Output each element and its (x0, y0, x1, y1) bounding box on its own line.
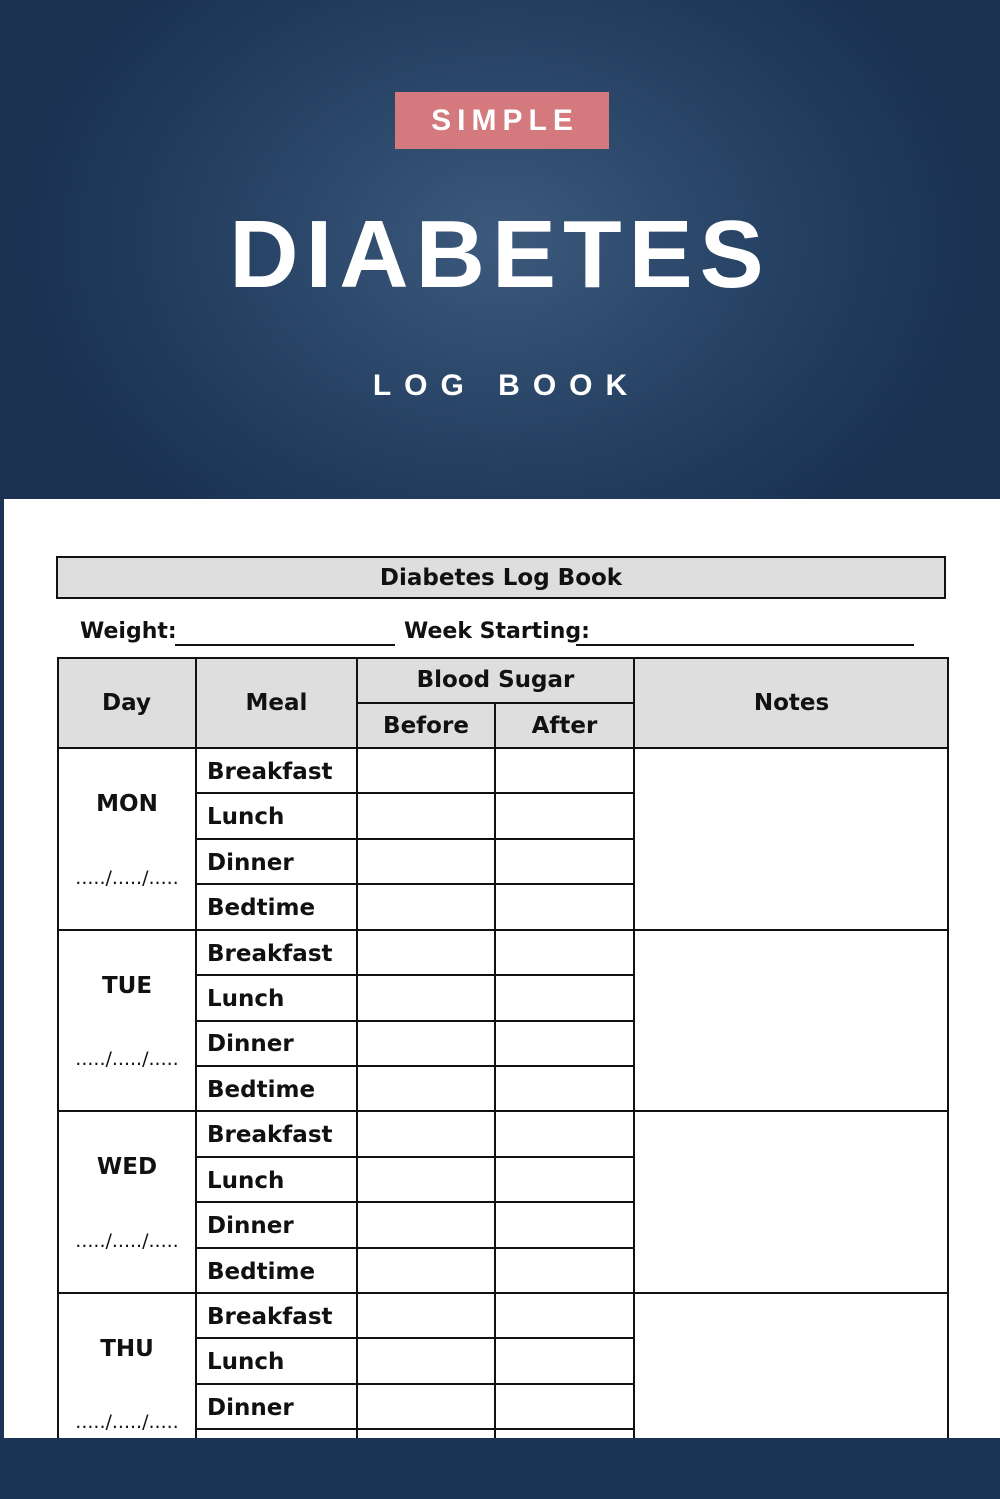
row-line (195, 1065, 635, 1067)
log-sheet-preview (4, 499, 1000, 1438)
header-before: Before (357, 703, 495, 748)
row-line (195, 1428, 635, 1430)
day-date: ...../...../..... (75, 1048, 179, 1070)
meal-column-divider (356, 657, 358, 1438)
row-line (195, 1383, 635, 1385)
notes-column-divider (633, 657, 635, 1438)
weight-label: Weight: (80, 619, 177, 644)
cover-footer-band (0, 1438, 1000, 1499)
weight-line (175, 644, 395, 646)
row-line (195, 1201, 635, 1203)
sheet-title: Diabetes Log Book (56, 556, 946, 599)
meal-label: Bedtime (207, 1258, 316, 1285)
cover-banner (0, 0, 1000, 499)
meal-label: Dinner (207, 1394, 294, 1421)
badge-label: SIMPLE (431, 103, 579, 137)
row-line (195, 974, 635, 976)
meal-label: Breakfast (207, 1121, 333, 1148)
header-after: After (495, 703, 634, 748)
row-line (195, 838, 635, 840)
meal-label: Lunch (207, 1348, 285, 1375)
header-meal: Meal (196, 657, 357, 748)
meal-label: Breakfast (207, 758, 333, 785)
meal-label: Dinner (207, 1030, 294, 1057)
meal-label: Lunch (207, 803, 285, 830)
day-name: MON (96, 791, 158, 817)
day-name: TUE (101, 973, 153, 999)
row-line (195, 792, 635, 794)
cover-title: DIABETES (229, 201, 771, 308)
day-date: ...../...../..... (75, 867, 179, 889)
row-line (195, 1337, 635, 1339)
cover-subtitle: LOG BOOK (372, 369, 641, 402)
meal-label: Dinner (207, 849, 294, 876)
week-starting-line (576, 644, 914, 646)
week-starting-label: Week Starting: (404, 619, 590, 644)
day-name: WED (96, 1154, 158, 1180)
day-separator (57, 1110, 949, 1112)
meal-label: Bedtime (207, 1076, 316, 1103)
row-line (195, 1247, 635, 1249)
day-date: ...../...../..... (75, 1230, 179, 1252)
meal-label: Dinner (207, 1212, 294, 1239)
header-notes: Notes (634, 657, 949, 748)
header-day: Day (57, 657, 196, 748)
meal-label: Lunch (207, 1167, 285, 1194)
row-line (195, 1020, 635, 1022)
day-separator (57, 929, 949, 931)
header-blood-sugar: Blood Sugar (357, 657, 634, 703)
before-after-divider (494, 702, 496, 1438)
day-name: THU (100, 1336, 154, 1362)
table-right-border (947, 657, 949, 1438)
meal-label: Breakfast (207, 1303, 333, 1330)
row-line (195, 1156, 635, 1158)
meal-label: Breakfast (207, 940, 333, 967)
day-separator (57, 1292, 949, 1294)
row-line (195, 883, 635, 885)
meal-label: Bedtime (207, 894, 316, 921)
simple-badge (395, 92, 609, 149)
day-date: ...../...../..... (75, 1411, 179, 1433)
header-bottom-border (57, 747, 949, 749)
meal-label: Lunch (207, 985, 285, 1012)
table-top-border (57, 657, 949, 659)
